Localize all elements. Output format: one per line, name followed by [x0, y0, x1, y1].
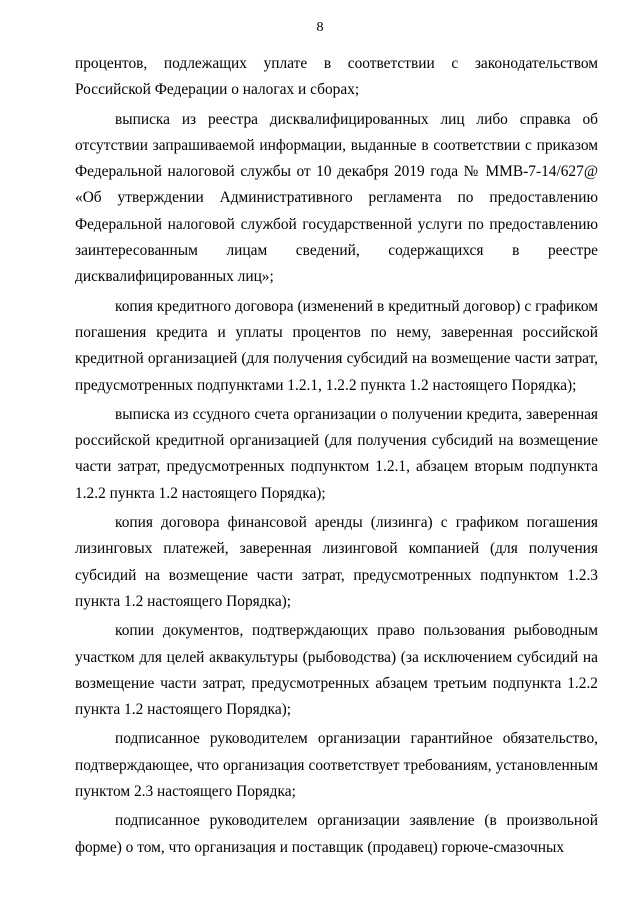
paragraph-fish-farming-plot-documents: копии документов, подтверждающих право пользования рыбоводным участком для целей аквакультуры (рыбоводства) (за исключением субсидий на возмещение части затрат, предусмотренных абзацем третьим подпункта 1.2.2 пункта 1.2 настоящего Порядка); — [75, 622, 598, 719]
paragraph-guarantee-obligation: подписанное руководителем организации гарантийное обязательство, подтверждающее, что организация соответствует требованиям, установленным пунктом 2.3 настоящего Порядка; — [75, 730, 598, 801]
paragraph-leasing-agreement-copy: копия договора финансовой аренды (лизинга) с графиком погашения лизинговых платежей, заверенная лизинговой компанией (для получения субсидий на возмещение части затрат, предусмотренных подпунктом 1.2.3 пункта 1.2 настоящего Порядка); — [75, 514, 598, 610]
paragraph-continuation: процентов, подлежащих уплате в соответствии с законодательством Российской Федерации о налогах и сборах; — [75, 55, 598, 99]
paragraph-credit-agreement-copy: копия кредитного договора (изменений в кредитный договор) с графиком погашения кредита и уплаты процентов по нему, заверенная российской кредитной организацией (для получения субсидий на возмещение части затрат, предусмотренных подпунктами 1.2.1, 1.2.2 пункта 1.2 настоящего Порядка); — [75, 297, 598, 394]
paragraph-organization-statement: подписанное руководителем организации заявление (в произвольной форме) о том, что организация и поставщик (продавец) горюче-смазочных — [75, 812, 598, 856]
page-number: 8 — [316, 20, 324, 35]
paragraph-disqualified-registry-extract: выписка из реестра дисквалифицированных лиц либо справка об отсутствии запрашиваемой информации, выданные в соответствии с приказом Федеральной налоговой службы от 10 декабря 2019 года № ММВ-7-14/627@ «Об утверждении Административного регламента по предоставлению Федеральной налоговой службой государственной услуги по предоставлению заинтересованным лицам сведений, содержащихся в реестре дисквалифицированных лиц»; — [75, 110, 598, 286]
paragraph-loan-account-statement: выписка из ссудного счета организации о получении кредита, заверенная российской кредитной организацией (для получения субсидий на возмещение части затрат, предусмотренных подпунктом 1.2.1, абзацем вторым подпункта 1.2.2 пункта 1.2 настоящего Порядка); — [75, 405, 598, 502]
document-body — [75, 51, 598, 864]
